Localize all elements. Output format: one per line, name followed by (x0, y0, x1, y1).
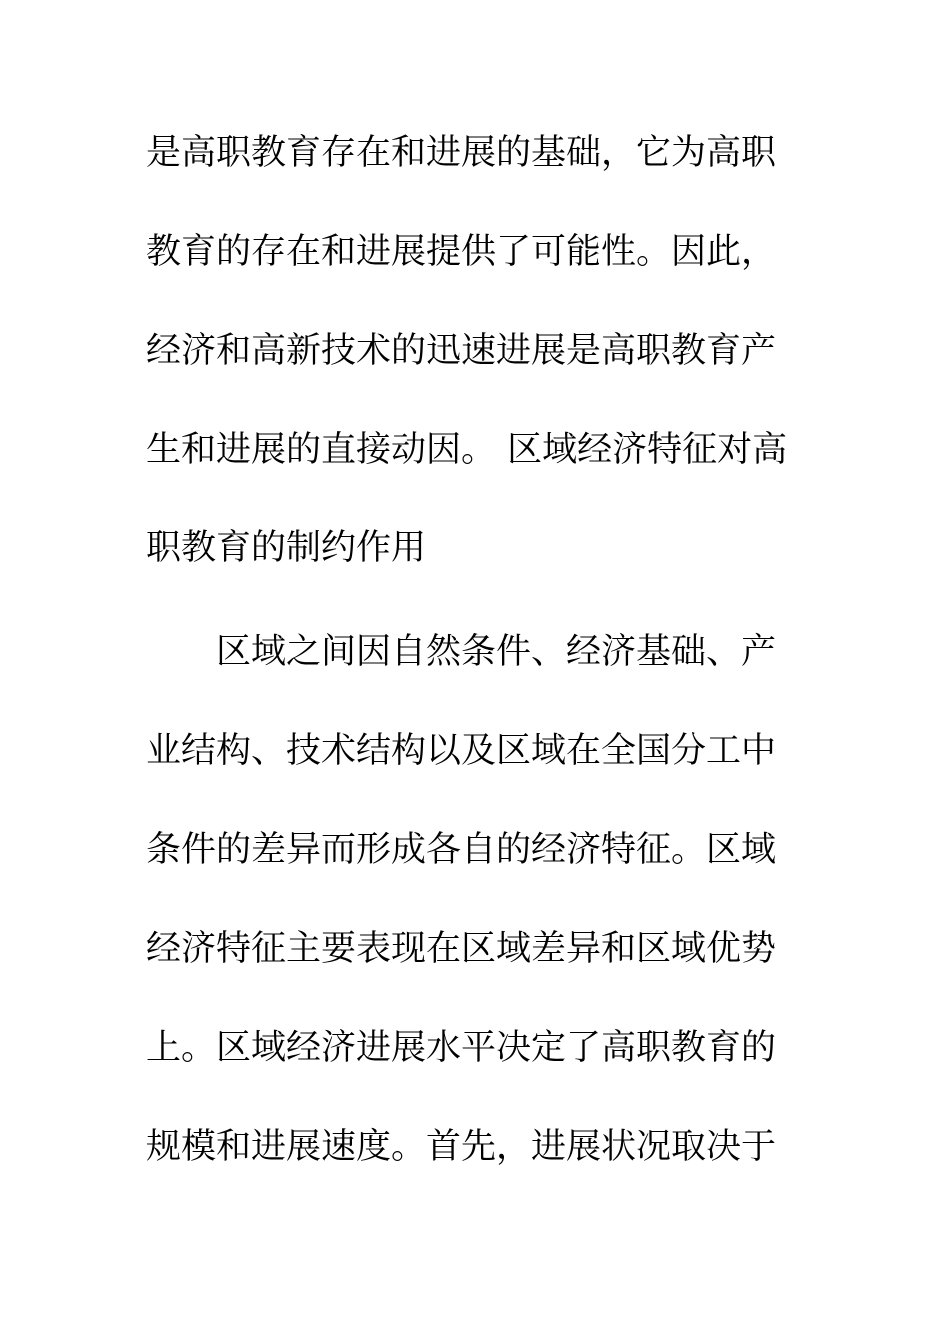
text-line-11: 规模和进展速度。首先，进展状况取决于 (146, 1127, 777, 1167)
text-line-7: 业结构、技术结构以及区域在全国分工中 (146, 731, 777, 771)
text-line-5: 职教育的制约作用 (146, 528, 427, 568)
text-line-9: 经济特征主要表现在区域差异和区域优势 (146, 929, 777, 969)
text-line-3: 经济和高新技术的迅速进展是高职教育产 (146, 331, 777, 371)
text-line-8: 条件的差异而形成各自的经济特征。区域 (146, 830, 777, 870)
text-line-10: 上。区域经济进展水平决定了高职教育的 (146, 1028, 777, 1068)
text-line-4: 生和进展的直接动因。 区域经济特征对高 (146, 430, 788, 470)
text-line-6: 区域之间因自然条件、经济基础、产 (146, 632, 777, 672)
text-line-2: 教育的存在和进展提供了可能性。因此， (146, 232, 777, 272)
text-line-1: 是高职教育存在和进展的基础，它为高职 (146, 133, 777, 173)
